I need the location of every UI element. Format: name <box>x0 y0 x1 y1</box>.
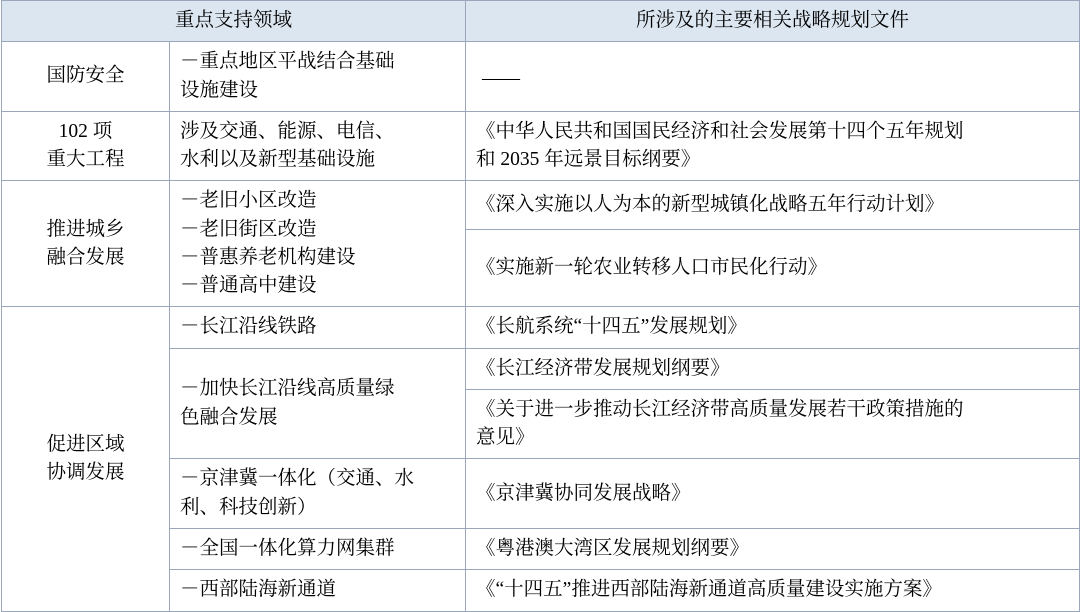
item-line: －加快长江沿线高质量绿 <box>180 378 395 400</box>
doc-line: 《中华人民共和国国民经济和社会发展第十四个五年规划 <box>476 120 964 142</box>
doc-line: 《深入实施以人为本的新型城镇化战略五年行动计划》 <box>476 194 945 216</box>
category-cell-defense <box>2 42 170 112</box>
item-line: －普通高中建设 <box>180 275 317 297</box>
docs-cell-urbanization-plan <box>466 181 1080 230</box>
doc-line: 《“十四五”推进西部陆海新通道高质量建设实施方案》 <box>476 579 942 601</box>
doc-line: 意见》 <box>476 427 535 449</box>
item-line: －西部陆海新通道 <box>180 579 337 601</box>
doc-line: 《关于进一步推动长江经济带高质量发展若干政策措施的 <box>476 398 964 420</box>
category-cell-major-projects <box>2 111 170 181</box>
category-line: 融合发展 <box>46 246 125 268</box>
items-cell-urban-rural <box>170 181 466 307</box>
items-cell-computing-network <box>170 528 466 569</box>
category-line: 重大工程 <box>46 149 125 171</box>
table-header <box>2 1 1080 42</box>
doc-line: 《长江经济带发展规划纲要》 <box>476 357 730 379</box>
item-line: －老旧小区改造 <box>180 190 317 212</box>
item-line: 水利以及新型基础设施 <box>180 149 376 171</box>
docs-cell-major-projects <box>466 111 1080 181</box>
docs-cell-yangtze-policy-measures <box>466 389 1080 459</box>
header-cell-strategy-documents: 所涉及的主要相关战略规划文件 <box>466 1 1080 42</box>
items-cell-yangtze-green <box>170 348 466 459</box>
category-cell-regional-coordination <box>2 307 170 611</box>
doc-line: 《京津冀协同发展战略》 <box>476 482 691 504</box>
docs-cell-defense <box>466 42 1080 112</box>
docs-cell-changhang-plan <box>466 307 1080 348</box>
table-body <box>2 42 1080 611</box>
category-line: 促进区域 <box>46 433 125 455</box>
docs-cell-jingjinji-strategy <box>466 459 1080 529</box>
header-cell-focus-areas: 重点支持领域 <box>2 1 466 42</box>
table-row <box>2 181 1080 230</box>
item-line: 色融合发展 <box>180 406 278 428</box>
item-line: －京津冀一体化（交通、水 <box>180 468 415 490</box>
docs-cell-yangtze-economic-belt-outline <box>466 348 1080 389</box>
table-row <box>2 111 1080 181</box>
items-cell-defense <box>170 42 466 112</box>
item-line: 涉及交通、能源、电信、 <box>180 120 395 142</box>
items-cell-jingjinji <box>170 459 466 529</box>
category-line: 国防安全 <box>46 65 125 87</box>
table-header-row <box>2 1 1080 42</box>
support-areas-table <box>1 0 1080 612</box>
item-line: －普惠养老机构建设 <box>180 246 356 268</box>
item-line: －老旧街区改造 <box>180 218 317 240</box>
doc-line: 《粤港澳大湾区发展规划纲要》 <box>476 537 750 559</box>
item-line: 利、科技创新） <box>180 496 317 518</box>
items-cell-major-projects <box>170 111 466 181</box>
category-cell-urban-rural <box>2 181 170 307</box>
category-line: 102 项 <box>58 120 113 142</box>
item-line: 设施建设 <box>180 79 259 101</box>
doc-line-placeholder: —— <box>482 68 520 90</box>
item-line: －全国一体化算力网集群 <box>180 537 395 559</box>
docs-cell-citizenization-action <box>466 230 1080 307</box>
item-line: －长江沿线铁路 <box>180 316 317 338</box>
items-cell-western-land-sea-corridor <box>170 570 466 611</box>
docs-cell-greater-bay-area-outline <box>466 528 1080 569</box>
item-line: －重点地区平战结合基础 <box>180 51 395 73</box>
items-cell-yangtze-railway <box>170 307 466 348</box>
doc-line: 《实施新一轮农业转移人口市民化行动》 <box>476 257 828 279</box>
category-line: 协调发展 <box>46 461 125 483</box>
table-row <box>2 42 1080 112</box>
docs-cell-western-corridor-plan <box>466 570 1080 611</box>
category-line: 推进城乡 <box>46 218 125 240</box>
doc-line: 《长航系统“十四五”发展规划》 <box>476 316 747 338</box>
table-row <box>2 307 1080 348</box>
doc-line: 和 2035 年远景目标纲要》 <box>476 149 701 171</box>
